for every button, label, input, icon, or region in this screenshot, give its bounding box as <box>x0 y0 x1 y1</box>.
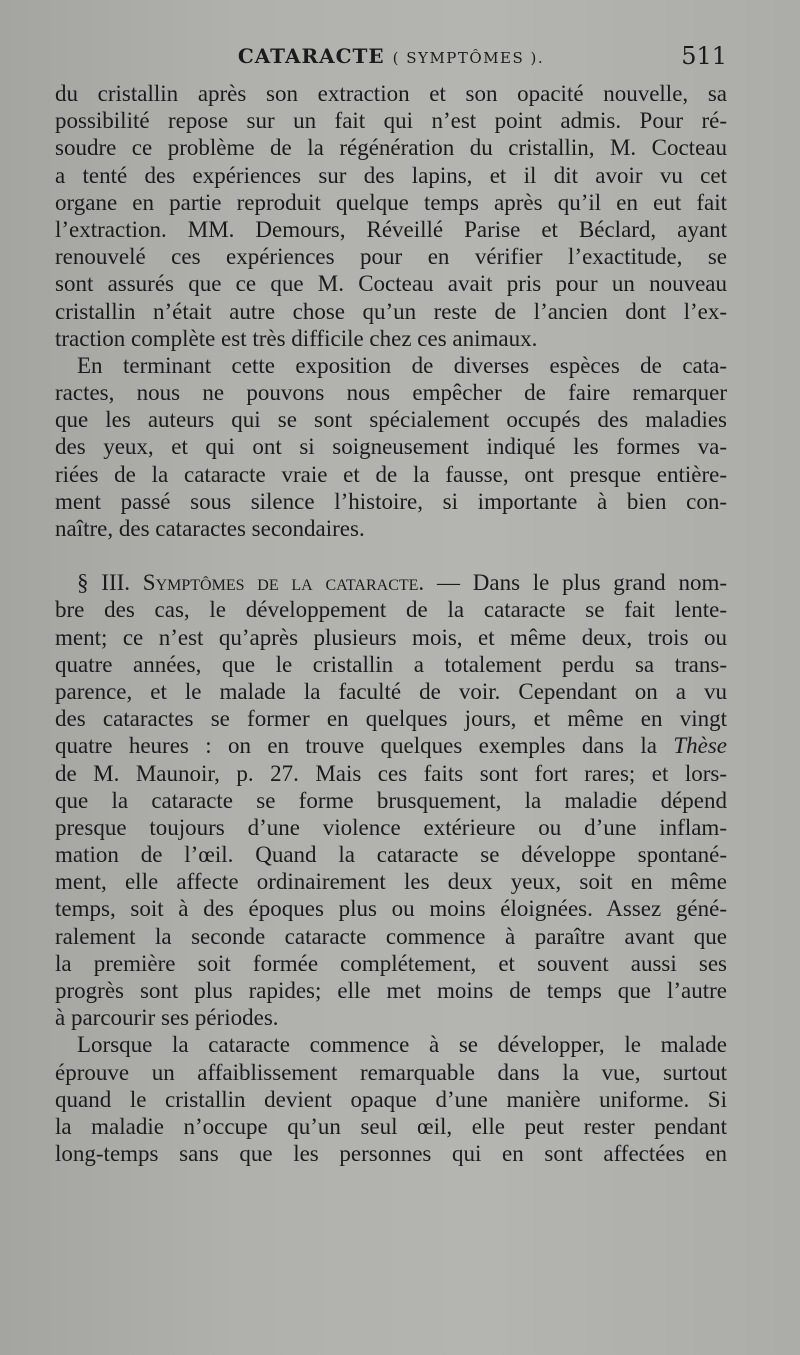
text-line: ment passé sous silence l’histoire, si importante à bien con- <box>55 488 727 514</box>
text-line: riées de la cataracte vraie et de la fausse, ont presque entière- <box>55 461 727 487</box>
paragraph-2 <box>55 352 727 542</box>
text-line: sont assurés que ce que M. Cocteau avait pris pour un nouveau <box>55 271 727 297</box>
page-body <box>55 80 727 1167</box>
text-line: cristallin n’était autre chose qu’un reste de l’ancien dont l’ex- <box>55 298 727 324</box>
text-line: à parcourir ses périodes. <box>55 1005 279 1031</box>
text-line: de M. Maunoir, p. 27. Mais ces faits sont fort rares; et lors- <box>55 760 727 786</box>
section-gap <box>55 542 727 569</box>
text-line: naître, des cataractes secondaires. <box>55 516 365 541</box>
text-line: éprouve un affaiblissement remarquable dans la vue, surtout <box>55 1059 727 1085</box>
text-line: des yeux, et qui ont si soigneusement indiqué les formes va- <box>55 434 727 460</box>
section-heading-line <box>55 569 727 596</box>
text-line: presque toujours d’une violence extérieure ou d’une inflam- <box>55 814 727 840</box>
text-line: long-temps sans que les personnes qui en sont affectées en <box>55 1141 727 1167</box>
text-line: du cristallin après son extraction et son opacité nouvelle, sa <box>55 81 727 106</box>
text-line: quatre années, que le cristallin a totalement perdu sa trans- <box>55 651 727 677</box>
text-line: la maladie n’occupe qu’un seul œil, elle peut rester pendant <box>55 1113 727 1139</box>
text-line: a tenté des expériences sur des lapins, et il dit avoir vu cet <box>55 162 727 188</box>
text-line: ment; ce n’est qu’après plusieurs mois, et même deux, trois ou <box>55 624 727 650</box>
text-line: organe en partie reproduit quelque temps après qu’il en eut fait <box>55 189 727 215</box>
text-line: que la cataracte se forme brusquement, la maladie dépend <box>55 787 727 813</box>
running-title-sub: ( SYMPTÔMES ). <box>392 49 545 67</box>
section-heading: § III. Symptômes de la cataracte. <box>77 570 425 596</box>
text-line: En terminant cette exposition de diverses espèces de cata- <box>77 352 727 378</box>
running-title <box>55 44 727 68</box>
text-line: quand le cristallin devient opaque d’une manière uniforme. Si <box>55 1086 727 1112</box>
text-line: la première soit formée complétement, et souvent aussi ses <box>55 950 727 976</box>
text-line: bre des cas, le développement de la cataracte se fait lente- <box>55 597 727 623</box>
italic-title-these: Thèse <box>673 733 727 759</box>
text-line: mation de l’œil. Quand la cataracte se développe spontané- <box>55 842 727 868</box>
paragraph-1 <box>55 80 727 352</box>
text-line-with-italic <box>55 732 727 759</box>
text-line: ractes, nous ne pouvons nous empêcher de faire remarquer <box>55 380 727 406</box>
page-number: 511 <box>681 42 727 70</box>
text-line: renouvelé ces expériences pour en vérifier l’exactitude, se <box>55 244 727 270</box>
page-header <box>55 44 727 78</box>
text-line: traction complète est très difficile chez ces animaux. <box>55 325 538 351</box>
text-line: parence, et le malade la faculté de voir. Cependant on a vu <box>55 678 727 704</box>
text-line: progrès sont plus rapides; elle met moins de temps que l’autre <box>55 978 727 1003</box>
text-line: ralement la seconde cataracte commence à paraître avant que <box>55 923 727 949</box>
text-line: l’extraction. MM. Demours, Réveillé Parise et Béclard, ayant <box>55 216 727 242</box>
text-line: ment, elle affecte ordinairement les deux yeux, soit en même <box>55 869 727 895</box>
section-heading-continuation: — Dans le plus grand nom- <box>424 570 727 596</box>
text-line: soudre ce problème de la régénération du cristallin, M. Cocteau <box>55 135 727 161</box>
text-line: Lorsque la cataracte commence à se développer, le malade <box>77 1032 727 1058</box>
running-title-main: CATARACTE <box>237 44 385 68</box>
text-segment: quatre heures : on en trouve quelques exemples dans la <box>55 733 674 759</box>
paragraph-4 <box>55 1031 727 1167</box>
text-line: temps, soit à des époques plus ou moins éloignées. Assez géné- <box>55 896 727 922</box>
text-line: que les auteurs qui se sont spécialement occupés des maladies <box>55 407 727 433</box>
text-line: possibilité repose sur un fait qui n’est point admis. Pour ré- <box>55 108 727 134</box>
text-line: des cataractes se former en quelques jours, et même en vingt <box>55 706 727 732</box>
section-3 <box>55 569 727 1031</box>
